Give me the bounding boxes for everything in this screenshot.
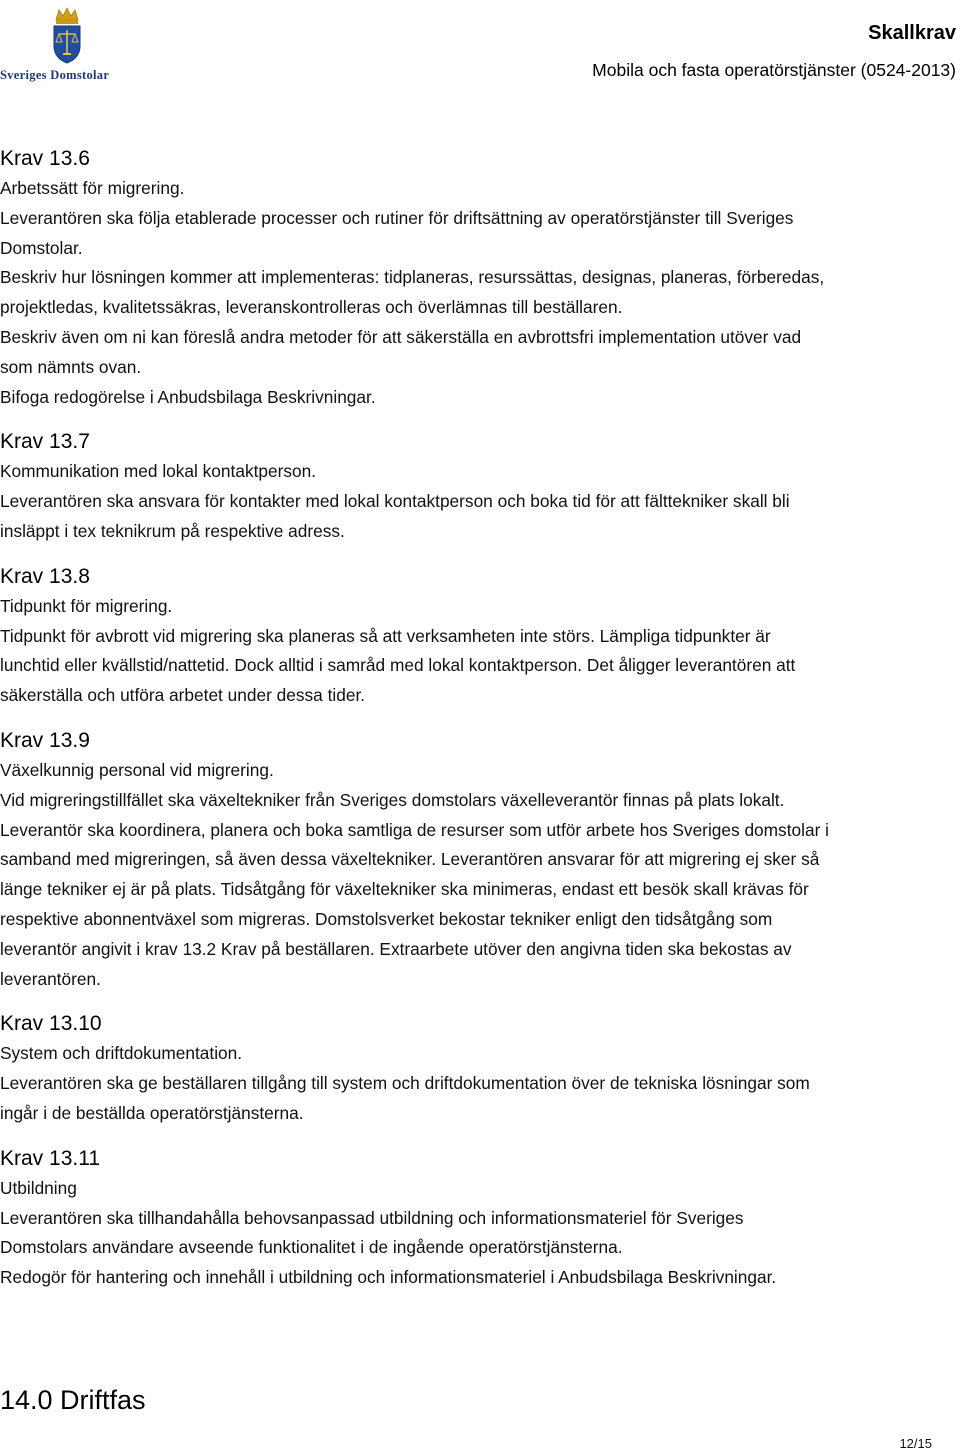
requirement-text-line: Domstolar. <box>0 237 83 258</box>
requirement-text-line: leverantör angivit i krav 13.2 Krav på beställaren. Extraarbete utöver den angivna tiden ska bekostas av <box>0 938 792 959</box>
document-subtitle: Mobila och fasta operatörstjänster (0524-2013) <box>592 60 956 80</box>
requirement-section <box>0 1144 958 1293</box>
requirement-text-line: Redogör för hantering och innehåll i utbildning och informationsmateriel i Anbudsbilaga Beskrivningar. <box>0 1267 777 1288</box>
requirement-text-line: Bifoga redogörelse i Anbudsbilaga Beskrivningar. <box>0 386 376 407</box>
requirement-section <box>0 562 958 711</box>
requirement-text-line: Vid migreringstillfället ska växeltekniker från Sveriges domstolars växelleverantör finnas på plats lokalt. <box>0 789 785 810</box>
requirement-text-line: ingår i de beställda operatörstjänsterna. <box>0 1102 304 1123</box>
requirement-text-line: respektive abonnentväxel som migreras. Domstolsverket bekostar tekniker enligt den tidsåtgång som <box>0 908 773 929</box>
requirement-title: Krav 13.6 <box>0 147 90 170</box>
requirement-title: Krav 13.10 <box>0 1012 102 1036</box>
requirement-text-line: Leverantören ska följa etablerade processer och rutiner för driftsättning av operatörstjänster till Sveriges <box>0 207 794 228</box>
page-number: 12/15 <box>899 1436 932 1451</box>
requirement-text-line: lunchtid eller kvällstid/nattetid. Dock alltid i samråd med lokal kontaktperson. Det åligger leverantören att <box>0 655 796 676</box>
requirement-title: Krav 13.9 <box>0 728 90 752</box>
requirement-text-line: Leverantören ska ansvara för kontakter med lokal kontaktperson och boka tid för att fälttekniker skall bli <box>0 491 790 512</box>
requirement-text-line: Beskriv även om ni kan föreslå andra metoder för att säkerställa en avbrottsfri implementation utöver vad <box>0 326 802 347</box>
coat-of-arms-icon <box>50 6 84 64</box>
requirement-section <box>0 1009 958 1128</box>
requirement-text-line: leverantören. <box>0 968 101 989</box>
requirement-title: Krav 13.11 <box>0 1146 101 1170</box>
requirement-text-line: Leverantör ska koordinera, planera och boka samtliga de resurser som utför arbete hos Sveriges domstolar i <box>0 819 829 840</box>
requirement-title: Krav 13.8 <box>0 564 90 588</box>
requirement-text-line: Beskriv hur lösningen kommer att implementeras: tidplaneras, resurssättas, designas, planeras, förberedas, <box>0 267 825 288</box>
requirement-text-line: Utbildning <box>0 1177 77 1198</box>
requirement-text-line: Domstolars användare avseende funktionalitet i de ingående operatörstjänsterna. <box>0 1237 623 1258</box>
requirement-text-line: System och driftdokumentation. <box>0 1043 243 1064</box>
requirement-text-line: Arbetssätt för migrering. <box>0 178 185 198</box>
requirement-section <box>0 726 958 994</box>
requirement-title: Krav 13.7 <box>0 430 90 454</box>
requirement-text-line: projektledas, kvalitetssäkras, leveranskontrolleras och överlämnas till beställaren. <box>0 297 623 318</box>
section-heading-driftfas: 14.0 Driftfas <box>0 1385 146 1415</box>
requirement-text-line: länge tekniker ej är på plats. Tidsåtgång för växeltekniker ska minimeras, endast ett besök skall krävas för <box>0 879 809 900</box>
requirement-text-line: Leverantören ska ge beställaren tillgång till system och driftdokumentation över de tekniska lösningar som <box>0 1073 810 1094</box>
requirement-text-line: Tidpunkt för migrering. <box>0 595 173 616</box>
requirement-section <box>0 144 958 412</box>
requirement-text-line: som nämnts ovan. <box>0 356 142 377</box>
requirement-text-line: Växelkunnig personal vid migrering. <box>0 759 274 780</box>
logo-text: Sveriges Domstolar <box>0 68 110 82</box>
requirement-text-line: samband med migreringen, så även dessa växeltekniker. Leverantören ansvarar för att migrering ej sker så <box>0 849 820 870</box>
requirement-text-line: Leverantören ska tillhandahålla behovsanpassad utbildning och informationsmateriel för Sveriges <box>0 1207 744 1228</box>
requirement-text-line: insläppt i tex teknikrum på respektive adress. <box>0 520 345 541</box>
page-header <box>0 0 960 90</box>
sveriges-domstolar-logo <box>0 4 132 84</box>
requirement-text-line: Kommunikation med lokal kontaktperson. <box>0 461 317 482</box>
document-body <box>0 144 958 1308</box>
document-title: Skallkrav <box>868 22 956 44</box>
requirement-text-line: säkerställa och utföra arbetet under dessa tider. <box>0 685 366 706</box>
requirement-text-line: Tidpunkt för avbrott vid migrering ska planeras så att verksamheten inte störs. Lämpliga tidpunkter är <box>0 625 771 646</box>
requirement-section <box>0 427 958 546</box>
